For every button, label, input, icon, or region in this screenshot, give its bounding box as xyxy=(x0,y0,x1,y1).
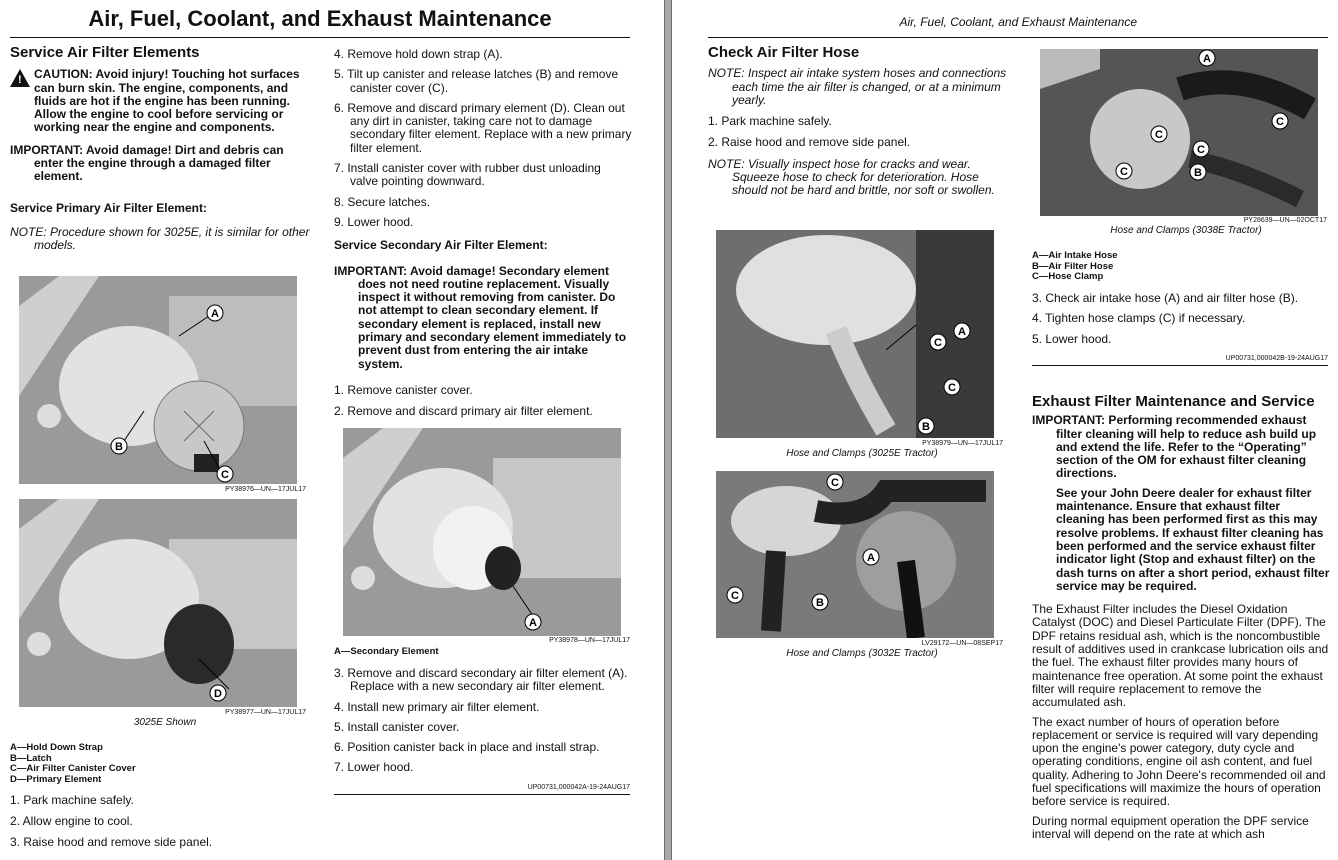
callout-label: A xyxy=(211,308,219,320)
steps-list-a xyxy=(10,794,310,849)
paragraph: During normal equipment operation the DPF service interval will depend on the rate at which ash xyxy=(1032,813,1309,841)
callout-label: C xyxy=(1276,116,1284,128)
callout-c xyxy=(1193,141,1209,157)
callout-label: C xyxy=(1120,166,1128,178)
exhaust-important-1: IMPORTANT: Performing recommended exhaust filter cleaning will help to reduce ash build up and extend the life. Refer to the “Operating” section of the OM for exhaust filter cleaning directions. xyxy=(1032,413,1317,481)
callout-a xyxy=(1199,50,1215,66)
callout-label: A xyxy=(529,617,537,629)
callout-c xyxy=(727,587,743,603)
callout-label: B xyxy=(816,597,824,609)
section-end-rule xyxy=(334,794,630,795)
figure-hose-3025e xyxy=(716,230,994,438)
figure-air-filter-canister xyxy=(19,276,297,484)
step-item: 3. Check air intake hose (A) and air filter hose (B). xyxy=(1032,291,1299,305)
step-item: 4. Remove hold down strap (A). xyxy=(334,47,503,61)
legend-item: B—Latch xyxy=(10,752,52,764)
step-item: 5. Install canister cover. xyxy=(334,719,460,734)
right-page xyxy=(672,0,1338,860)
step-item: 2. Remove and discard primary air filter element. xyxy=(334,404,593,419)
note-text: NOTE: Inspect air intake system hoses and connections each time the air filter is changed, or at a minimum yearly. xyxy=(708,66,1007,107)
callout-b xyxy=(812,594,828,610)
secondary-steps-b xyxy=(334,667,632,775)
primary-note: NOTE: Procedure shown for 3025E, it is similar for other models. xyxy=(10,224,310,253)
step-item: 4. Install new primary air filter element. xyxy=(334,699,540,714)
callout-d xyxy=(210,685,226,701)
step-item: 7. Install canister cover with rubber dust unloading valve pointing downward. xyxy=(334,161,601,189)
figure-legend xyxy=(10,743,310,785)
step-item: 6. Position canister back in place and install strap. xyxy=(334,740,600,755)
figure-code: PY38977—UN—17JUL17 xyxy=(225,709,306,716)
step-item: 1. Park machine safely. xyxy=(708,114,832,129)
figure-code: PY38976—UN—17JUL17 xyxy=(225,486,306,493)
note-text: NOTE: Visually inspect hose for cracks and wear. Squeeze hose to check for deterioration. Hose should not be hard and brittle, nor soft or swollen. xyxy=(708,156,995,198)
exhaust-heading: Exhaust Filter Maintenance and Service xyxy=(1032,393,1315,410)
step-item: 3. Raise hood and remove side panel. xyxy=(10,835,213,849)
right-column-2 xyxy=(1032,395,1330,847)
figure-hose-3032e xyxy=(716,471,994,638)
callout-c xyxy=(1272,113,1288,129)
step-item: 5. Tilt up canister and release latches (B) and remove canister cover (C). xyxy=(334,67,619,95)
step-item: 7. Lower hood. xyxy=(334,760,414,775)
step-item: 4. Tighten hose clamps (C) if necessary. xyxy=(1032,311,1246,326)
figure-caption: Hose and Clamps (3025E Tractor) xyxy=(786,448,938,459)
legend-item: A—Hold Down Strap xyxy=(10,742,103,753)
callout-label: D xyxy=(214,688,222,700)
figure-code: PY38978—UN—17JUL17 xyxy=(549,637,630,644)
callout-label: B xyxy=(1194,167,1202,179)
callout-label: C xyxy=(1197,144,1205,156)
figure-legend xyxy=(334,647,632,658)
figure-secondary-element xyxy=(343,428,621,636)
callout-label: C xyxy=(948,382,956,394)
legend-item: C—Hose Clamp xyxy=(1032,271,1104,282)
callout-a xyxy=(207,305,223,321)
callout-c xyxy=(930,334,946,350)
callout-label: A xyxy=(958,326,966,338)
section-heading: Check Air Filter Hose xyxy=(708,44,860,61)
callout-label: A xyxy=(867,552,875,564)
callout-a xyxy=(954,323,970,339)
right-column-1 xyxy=(708,46,1008,198)
figure-code: PY28639—UN—02OCT17 xyxy=(1243,217,1327,224)
step-item: 8. Secure latches. xyxy=(334,194,431,209)
callout-c xyxy=(827,474,843,490)
step-item: 5. Lower hood. xyxy=(1032,331,1112,346)
left-page xyxy=(0,0,664,860)
callout-c xyxy=(217,466,233,482)
callout-label: C xyxy=(1155,129,1163,141)
callout-c xyxy=(1151,126,1167,142)
step-item: 1. Park machine safely. xyxy=(10,793,134,807)
figure-code: PY38979—UN—17JUL17 xyxy=(922,440,1003,447)
callout-a xyxy=(525,614,541,630)
left-column-1 xyxy=(10,46,310,253)
legend-item: B—Air Filter Hose xyxy=(1032,260,1114,272)
step-item: 9. Lower hood. xyxy=(334,214,414,229)
important-text: IMPORTANT: Avoid damage! Dirt and debris can enter the engine through a damaged filter element. xyxy=(10,142,284,184)
figure-caption: Hose and Clamps (3032E Tractor) xyxy=(786,648,938,659)
legend-item: A—Secondary Element xyxy=(334,646,439,657)
callout-label: B xyxy=(115,441,123,453)
primary-subheading: Service Primary Air Filter Element: xyxy=(10,200,207,215)
callout-label: A xyxy=(1203,53,1211,65)
warning-triangle-icon: ! xyxy=(10,69,30,87)
legend-item: D—Primary Element xyxy=(10,773,102,785)
callout-c xyxy=(944,379,960,395)
header-rule xyxy=(708,37,1328,38)
step-item: 3. Remove and discard secondary air filter element (A). Replace with a new secondary air filter element. xyxy=(334,666,628,694)
section-end-rule xyxy=(1032,365,1328,366)
caution-block xyxy=(10,68,310,134)
title-rule xyxy=(10,37,630,38)
callout-label: C xyxy=(934,337,942,349)
steps-list-b xyxy=(1032,292,1328,346)
callout-label: B xyxy=(922,421,930,433)
secondary-subheading: Service Secondary Air Filter Element: xyxy=(334,238,548,253)
callout-label: C xyxy=(221,469,229,481)
callout-b xyxy=(918,418,934,434)
secondary-important: IMPORTANT: Avoid damage! Secondary element does not need routine replacement. Visually inspect it without removing from canister. Do not attempt to clean secondary element. If secondary element is replaced, install new primary and secondary element immediately to prevent dust from entering the air intake system. xyxy=(334,263,627,371)
figure-caption: Hose and Clamps (3038E Tractor) xyxy=(1110,225,1262,236)
callout-b xyxy=(111,438,127,454)
callout-a xyxy=(863,549,879,565)
callout-label: C xyxy=(731,590,739,602)
step-item: 2. Allow engine to cool. xyxy=(10,814,133,828)
figure-hose-3038e xyxy=(1040,49,1318,216)
legend-item: C—Air Filter Canister Cover xyxy=(10,763,136,774)
page-divider xyxy=(664,0,672,860)
left-column-2 xyxy=(334,48,632,419)
figure-primary-element xyxy=(19,499,297,707)
reference-code: UP00731,000042B-19-24AUG17 xyxy=(1225,355,1328,362)
reference-code: UP00731,000042A-19-24AUG17 xyxy=(527,784,630,791)
figure-caption: 3025E Shown xyxy=(133,717,197,728)
caution-text: CAUTION: Avoid injury! Touching hot surfaces can burn skin. The engine, components, and fluids are hot if the engine has been running. Allow the engine to cool before servicing or working near the engine and components. xyxy=(34,67,300,135)
callout-c xyxy=(1116,163,1132,179)
step-item: 6. Remove and discard primary element (D). Clean out any dirt in canister, taking care not to damage secondary filter element. Replace with a new primary filter element. xyxy=(334,100,632,155)
step-item: 1. Remove canister cover. xyxy=(334,382,473,397)
page-title: Air, Fuel, Coolant, and Exhaust Maintenance xyxy=(88,6,552,31)
callout-b xyxy=(1190,164,1206,180)
legend-item: A—Air Intake Hose xyxy=(1032,250,1118,261)
running-head: Air, Fuel, Coolant, and Exhaust Maintenance xyxy=(899,15,1137,29)
exhaust-important-2: See your John Deere dealer for exhaust filter maintenance. Ensure that exhaust filter cleaning has been performed first as this may resolve problems. If exhaust filter cleaning has been performed and the service exhaust filter indicator light (Stop and exhaust filter) on the dash turns on after a short period, exhaust filter service may be required. xyxy=(1056,485,1330,593)
figure-legend xyxy=(1032,251,1328,283)
paragraph: The Exhaust Filter includes the Diesel Oxidation Catalyst (DOC) and Diesel Particulate Filter (DPF). The DPF retains residual ash, which is the noncombustible result of additives used in crankcase lubrication oils and the fuel. The exhaust filter provides many hours of maintenance free operation. At some point the exhaust filter will require replacement to remove the accumulated ash. xyxy=(1032,602,1329,710)
section-heading: Service Air Filter Elements xyxy=(10,44,200,61)
paragraph: The exact number of hours of operation before replacement or service is required will vary depending upon the engine's power category, duty cycle and operating conditions, engine oil ash content, and fuel quality. Adhering to John Deere's recommended oil and fuel specifications will maximize the hours of operation before service is required. xyxy=(1032,714,1326,809)
figure-code: LV29172—UN—08SEP17 xyxy=(921,640,1003,647)
callout-label: C xyxy=(831,477,839,489)
step-item: 2. Raise hood and remove side panel. xyxy=(708,135,911,150)
